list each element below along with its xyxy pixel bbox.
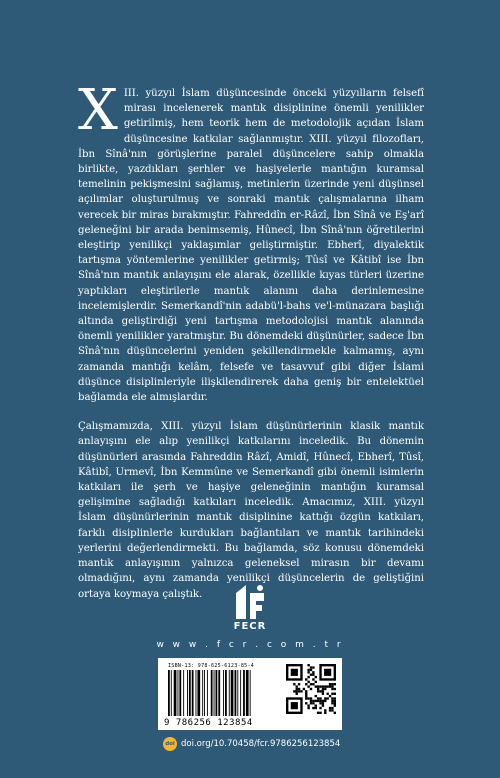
barcode-number: 9 786256 123854: [164, 718, 253, 728]
publisher-name: FECR: [233, 621, 267, 632]
barcode-icon: [166, 670, 280, 716]
dropcap: X: [78, 78, 118, 143]
doi-badge: doi: [163, 737, 177, 751]
paragraph-1: XIII. yüzyıl İslam düşüncesinde önceki yüzyılların felsefî mirası incelenerek mantık disiplinine önemli yenilikler getirilmiş, hem teorik hem de metodolojik açıdan İslam düşüncesine katkılar sağlanmıştır. XIII. yüzyıl filozofları, İbn Sînâ'nın görüşlerine paralel düşüncelere sahip olmakla birlikte, yazdıkları şerhler ve haşiyelerle mantığın kuramsal temelinin pekişmesini sağlamış, metinlerin üzerinde yeni düşünsel açılımlar oluşturulmuş ve sonraki mantık çalışmalarına ilham verecek bir miras bırakmıştır. Fahreddîn er-Râzî, İbn Sînâ ve Eş'arî geleneğini bir arada benimsemiş, Hûnecî, İbn Sînâ'nın öğretilerini eleştirip yenilikçi yaklaşımlar geliştirmiştir. Ebherî, diyalektik tartışma yöntemlerine yenilikler getirmiş; Tûsî ve Kâtibî ise İbn Sînâ'nın mantık anlayışını ele alarak, özellikle kıyas türleri üzerine yaptıkları eleştirilerle mantık alanını daha derinlemesine incelemişlerdir. Semerkandî'nin adabü'l-bahs ve'l-münazara başlığı altında geliştirdiği yeni tartışma metodolojisi mantık alanında önemli yenilikler yaratmıştır. Bu dönemdeki düşünürler, sadece İbn Sînâ'nın düşüncelerini yeniden şekillendirmekle kalmamış, aynı zamanda mantığı kelâm, felsefe ve tasavvuf gibi diğer İslami düşünce disiplinleriyle ilişkilendirerek daha geniş bir entelektüel bağlamda ele almışlardır.: [78, 78, 424, 404]
fecr-logo-icon: [232, 583, 268, 623]
paragraph-2: Çalışmamızda, XIII. yüzyıl İslam düşünürlerinin klasik mantık anlayışını ele alıp yenilikçi katkılarını inceledik. Bu dönemin düşünürleri arasında Fahreddin Râzî, Amidî, Hûnecî, Ebherî, Tûsî, Kâtibî, Urmevî, İbn Kemmûne ve Semerkandî gibi önemli isimlerin katkıları ile şerh ve haşiye geleneğinin mantığın kuramsal gelişimine sağladığı katkıları inceledik. Amacımız, XIII. yüzyıl İslam düşünürlerinin mantık disiplinine kattığı özgün katkıları, farklı disiplinlerle kurdukları bağlantıları ve mantık tarihindeki yerlerini değerlendirmekti. Bu bağlamda, söz konusu dönemdeki mantık anlayışının yalnızca geleneksel mirasın bir devamı olmadığını, aynı zamanda yenilikçi düşüncelerin de geliştiğini ortaya koymaya çalıştık.: [78, 421, 424, 600]
doi-line: [163, 737, 340, 751]
doi-text: doi.org/10.70458/fcr.9786256123854: [181, 739, 341, 749]
qr-code-icon: [286, 664, 336, 724]
body-text: [78, 78, 424, 602]
barcode-panel: [158, 658, 342, 730]
publisher-url: w w w . f c r . c o m . t r: [156, 640, 344, 650]
isbn-label: ISBN-13: 978-625-6123-85-4: [168, 663, 255, 669]
